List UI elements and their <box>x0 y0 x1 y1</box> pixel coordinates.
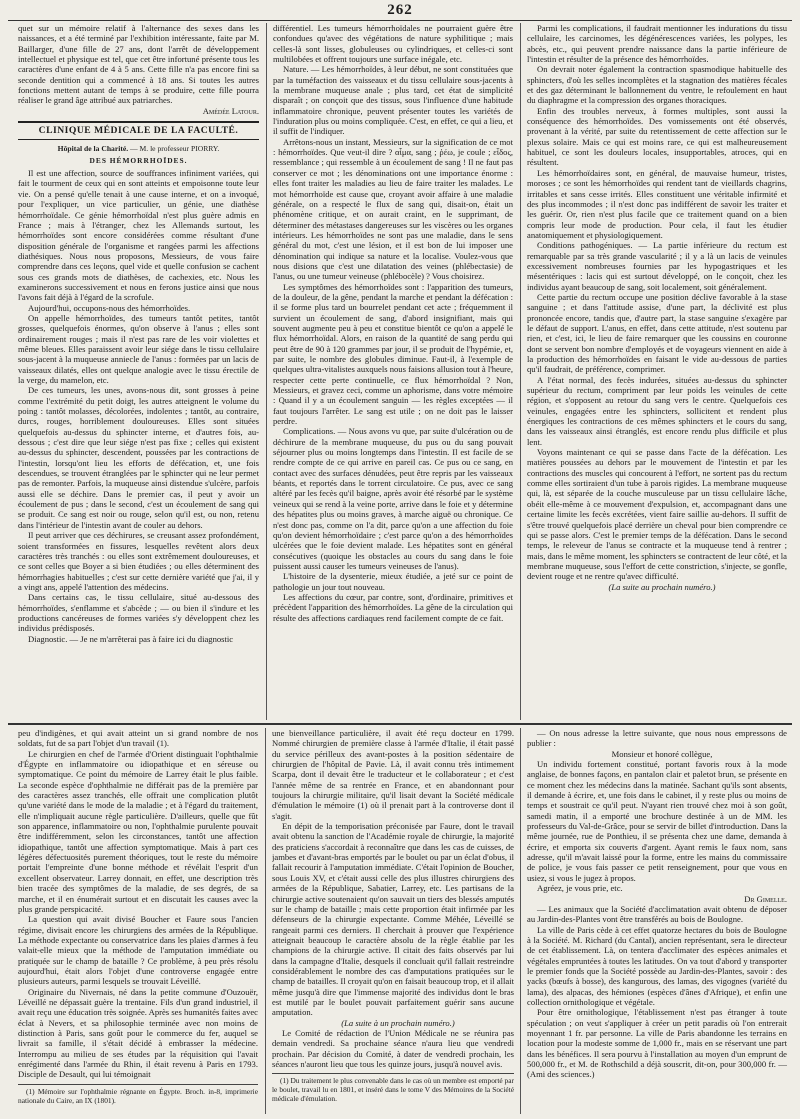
paragraph: Nature. — Les hémorrhoïdes, à leur début, ne sont constituées que par la tuméfaction des vaisseaux et du tissu cellulaire sous-jacents à la membrane muqueuse anale ; plus tard, cet état de simplicité disparaît ; on conçoit que des tissus, sous l'influence d'une habitude inflammatoire chronique, peuvent présenter toutes les variétés de l'induration plus ou moins compliquée. C'est, en effet, ce qui a lieu, et il suffit de l'indiquer. <box>273 64 513 137</box>
top-rule <box>8 20 792 21</box>
paragraph: La ville de Paris cède à cet effet quatorze hectares du bois de Boulogne à la Société. M. Richard (du Cantal), ancien représentant, sera le directeur de cet établissement. Là, on tentera d'acclimater des espèces animales et végétales empruntées à toutes les latitudes. On va tout d'abord y transporter le premier fonds que la Société possède au Jardin-des-Plantes, savoir : des yacks (bœufs à bosse), des kangurous, des lamas, des vigognes (variété du lama), des alpacas, des hémiones (espèces d'ânes d'Afrique), et enfin une collection ornithologique et végétale. <box>527 924 787 1007</box>
column-rule <box>520 23 521 720</box>
paragraph: Originaire du Nivernais, né dans la petite commune d'Ouzouër, Léveillé ne dépassait guère la trentaine. Fils d'un grand industriel, il avait reçu une éducation très soignée. Après ses humanités faites avec éclat à Nevers, et sa philosophie terminée avec non moins de distinction à Paris, sans goût pour le commerce du fer, auquel se livrait sa famille, il s'était décidé à embrasser la médecine. Interrompu au milieu de ses études par la réquisition qui l'avait enrégimenté dans l'armée du Rhin, il était revenu à Paris en 1793. Disciple de Desault, qui lui témoignait <box>18 986 258 1080</box>
paragraph: L'histoire de la dysenterie, mieux étudiée, a jeté sur ce point de pathologie un jour tout nouveau. <box>273 571 513 592</box>
paragraph: Un individu fortement constitué, portant favoris roux à la mode anglaise, de bonnes façons, en pantalon clair et paletot brun, se présente en ce moment chez les médecins dans la matinée. Sachant qu'ils sont absents, il demande à écrire, et, une fois dans le cabinet, il y reste plus ou moins de temps et soustrait ce qu'il peut. N'ayant rien trouvé chez moi à son goût, samedi matin, il a emporté une brochure destinée à un de MM. les professeurs du Val-de-Grâce, pour se servir de billet d'introduction. Dans la même journée, rue de Ponthieu, il se présenta chez une dame, demanda à écrire, et emporta six couverts d'argent. Ayant remis le faux nom, sans adresse, qu'il m'avait laissé pour la forme, entre les mains du commissaire de police, je vous fais passer ce petit renseignement, pour que vous en usiez, si vous le jugez à propos. <box>527 759 787 883</box>
paragraph: Les hémorrhoïdaires sont, en général, de mauvaise humeur, tristes, moroses ; ce sont les hémorrhoïdes qui rendent tant de vieillards chagrins, irritables et sans cesse irrités. Elles constituent une véritable infirmité et des plus incommodes ; il n'est donc pas indifférent de savoir les traiter et les guérir. Or, rien n'est plus facile que ce traitement quand on a bien compris leur mode de production. Pour cela, il faut les étudier anatomiquement et physiologiquement. <box>527 167 787 240</box>
paragraph: Conditions pathogéniques. — La partie inférieure du rectum est remarquable par sa très grande vascularité ; il y a là un lacis de veinules excessivement nombreuses fournies par les hypogastriques et les mésentériques : lacis qui est surtout développé, on le conçoit, chez les individus ayant beaucoup de sang, soit localement, soit généralement. <box>527 240 787 292</box>
signature: Dr Gimelle. <box>744 893 787 904</box>
paragraph: Les affections du cœur, par contre, sont, d'ordinaire, primitives et précèdent l'apparition des hémorrhoïdes. La gêne de la circulation qui résulte des affections cardiaques rend facilement compte de ce fait. <box>273 591 513 623</box>
paragraph: Enfin des troubles nerveux, à formes multiples, sont aussi la conséquence des hémorrhoïdes. Des vomissements ont été observés, provenant à la vérité, par suite du retentissement de cette affection sur le plexus solaire. Mais ce qui est moins rare, ce qui est malheureusement habituel, ce sont les douleurs locales, insupportables, atroces, qui en résultent. <box>527 105 787 168</box>
column-1 <box>18 23 259 720</box>
paragraph: Complications. — Nous avons vu que, par suite d'ulcération ou de déchirure de la membrane muqueuse, du pus ou du sang pouvait séjourner plus ou moins longtemps dans l'intestin. Il est facile de se rendre compte de ce qui arrive en pareil cas. Ce pus ou ce sang, en contact avec des surfaces dénudées, peut être repris par les vaisseaux béants, et reportés dans le torrent circulatoire. Ce pus, avec ce sang altéré par les fecès qu'il baigne, après avoir été résorbé par le système veineux qui se rend à la veine porte, arrive dans le foie et y détermine des hépatites plus ou moins graves, à marche aiguë ou chronique. Ce n'est donc pas, comme on l'a dit, parce qu'on a une affection du foie qu'on devient hémorrhoïdaire ; c'est parce qu'on a des hémorrhoïdes ulcérées que le foie devient malade. Les hépatites sont en général consécutives (quoique les obstacles au cours du sang dans le foie puissent aussi causer les tumeurs veineuses de l'anus). <box>273 426 513 571</box>
paragraph: Diagnostic. — Je ne m'arrêterai pas à faire ici du diagnostic <box>28 633 234 644</box>
column-rule <box>520 728 521 1114</box>
footnotes <box>272 1073 514 1103</box>
paragraph: peu d'indigènes, et qui avait atteint un si grand nombre de nos soldats, fut de sa part l'objet d'un travail (1). <box>18 728 258 749</box>
paragraph: — On nous adresse la lettre suivante, que nous nous empressons de publier : <box>527 728 787 749</box>
continued-notice: (La suite au prochain numéro.) <box>608 581 716 592</box>
paragraph: différentiel. Les tumeurs hémorrhoïdales ne pourraient guère être confondues qu'avec des végétations de nature syphilitique ; mais celles-là sont lisses, globuleuses ou cylindriques, et celles-ci sont multilobées et offrent toujours une surface inégale, etc. <box>273 23 513 65</box>
salutation: Monsieur et honoré collègue, <box>611 748 713 759</box>
paragraph: Cette partie du rectum occupe une position déclive favorable à la stase sanguine ; et dans l'attitude assise, d'une part, la déclivité est plus prononcée encore, tandis que, d'autre part, la stase sanguine s'exagère par le défaut de support. L'anus, en effet, dans cette attitude, n'est soutenu par rien, et c'est, ici, le lieu de faire remarquer que les coussins en couronne dont se servent bon nombre d'employés et de voyageurs viennent en aide à la production des hémorrhoïdes en faisant le vide au-dessous de parties qu'il faudrait, de préférence, comprimer. <box>527 291 787 375</box>
paragraph: Le chirurgien en chef de l'armée d'Orient distinguait l'ophthalmie d'Égypte en inflammatoire ou idiopathique et en séreuse ou symptomatique. Ce point du mémoire de Larrey était le plus faible. La seconde espèce d'ophthalmie ne différait pas de la première par des caractères assez tranchés, elle offrait une complication plutôt qu'une variété dans le mode de la maladie ; et à l'égard du traitement, elle n'impliquait aucune règle particulière. D'ailleurs, quelle que fût son apparence, inflammatoire ou non, l'ophthalmie purulente pouvait être indifféremment, selon les circonstances, tantôt une affection idiopathique, tantôt une affection symptomatique. Mais à part ces légères défectuosités purement théoriques, tout le reste du mémoire portait l'empreinte d'une bonne méthode et révélait l'esprit d'un excellent observateur. Larrey donnait, en effet, une description très bien tracée des symptômes de la maladie, de ses degrés, de sa marche, et il en énumérait surtout et en discutait les causes avec la plus grande perspicacité. <box>18 748 258 914</box>
paragraph: Voyons maintenant ce qui se passe dans l'acte de la défécation. Les matières poussées au dehors par le mouvement de l'intestin et par les contractions des muscles qui concourent à l'effort, ne sortent pas du rectum comme elles sortiraient d'un tube à parois rigides. La membrane muqueuse qui, là, est séparée de la couche musculeuse par un tissu cellulaire lâche, obéit elle-même à ce mouvement d'expulsion, et, accompagnant dans une certaine limite les fecès excrétées, vient faire saillie au-dehors. Il suffit de s'être trouvé quelquefois placé derrière un cheval pour bien comprendre ce qui se passe alors. C'est le premier temps de la défécation. Dans le second temps, le releveur de l'anus se contracte et la muqueuse tend à rentrer ; mais, dans le même moment, les sphincters se contractent de leur côté, et la membrane muqueuse, sous l'effort de cette constriction, s'injecte, se gonfle, devient rouge et ne rentre qu'avec difficulté. <box>527 447 787 582</box>
footnote: (1) Mémoire sur l'ophthalmie régnante en Égypte. Broch. in-8, imprimerie nationale du Caire, an IX (1801). <box>18 1086 258 1105</box>
continued-notice: (La suite à un prochain numéro.) <box>341 1017 455 1028</box>
signature: Amédée Latour. <box>202 105 259 116</box>
paragraph: On devrait noter également la contraction spasmodique habituelle des sphincters, d'où les selles incomplètes et la stagnation des matières fécales et des gaz déterminant le ballonnement du ventre, le refoulement en haut du diaphragme et la compression des organes thoraciques. <box>527 64 787 106</box>
column-4 <box>18 728 258 1114</box>
paragraph: A l'état normal, des fecès indurées, situées au-dessus du sphincter supérieur du rectum, compriment par leur poids les veinules de cette région, et s'opposent au retour du sang vers le centre. Quelquefois ces veinules, engagées entre les sphincters, sollicitent et rendent plus énergiques les contractions de ces mêmes sphincters et le cours du sang, dans les vaisseaux ainsi étranglés, est encore rendu plus difficile et plus lent. <box>527 374 787 447</box>
hospital-label: Hôpital de la Charité. <box>57 144 129 154</box>
column-5 <box>272 728 514 1114</box>
hospital-line <box>18 144 259 154</box>
paragraph: Il peut arriver que ces déchirures, se creusant assez profondément, soient transformées en fissures, lesquelles revêtent alors deux caractères très tranchés : ou elles sont extrêmement douloureuses, et ce sont celles que Boyer a si bien étudiées ; ou elles déterminent des hémorrhagies habituelles ; c'est sur cette dernière variété que j'ai, il y a vingt ans, appelé l'attention des médecins. <box>18 530 259 592</box>
paragraph: Dans certains cas, le tissu cellulaire, situé au-dessous des hémorrhoïdes, s'enflamme et s'abcède ; — ou bien il s'indure et les productions cancéreuses de formes variées s'y développent chez les individus prédisposés. <box>18 592 259 634</box>
paragraph: De ces tumeurs, les unes, avons-nous dit, sont grosses à peine comme l'extrémité du petit doigt, les autres atteignent le volume du poing : tantôt molasses, décolorées, indolentes ; tantôt, au contraire, durcs, rouges, horriblement douloureuses. Elles sont situées quelquefois au-dessus du sphincter interne, et d'autres fois, au-dessous ; c'est dire que leur siége n'est pas fixe ; celles qui existent au-dessus du sphincter, descendent, poussées par les contractions de l'intestin, lorsqu'ont lieu les efforts de défécation, et, une fois descendues, se trouvent étranglées par le sphincter qui ne leur permet pas de remonter. Parfois, la muqueuse ainsi distendue s'ulcère, parfois aussi elle se déchire. Dans le premier cas, il peut y avoir un écoulement de pus ; dans le second, c'est un écoulement de sang qui se produit. Ce sang est noir ou rouge, selon qu'il est, ou non, retenu dans l'intérieur de l'intestin avant de couler au dehors. <box>18 385 259 530</box>
section-divider-rule <box>8 723 792 725</box>
footnote: (1) Du traitement le plus convenable dans le cas où un membre est emporté par le boulet, travail lu en 1801, et inséré dans le tome V des Mémoires de la Société médicale d'émulation. <box>272 1076 514 1104</box>
section-title: CLINIQUE MÉDICALE DE LA FACULTÉ. <box>18 121 259 140</box>
paragraph: La question qui avait divisé Boucher et Faure sous l'ancien régime, divisait encore les chirurgiens des armées de la République. La méthode expectante ou conservatrice dans les plaies d'armes à feu valait-elle mieux que la méthode de l'amputation immédiate ou pratiquée sur le champ de bataille ? Ce problème, à peu près résolu aujourd'hui, était alors l'objet d'une controverse engagée entre plusieurs auteurs, parmi lesquels se trouvait Léveillé. <box>18 914 258 987</box>
column-2 <box>273 23 513 720</box>
column-rule <box>266 23 267 720</box>
paragraph: Arrêtons-nous un instant, Messieurs, sur la signification de ce mot : hémorrhoïdes. Que veut-il dire ? αἷμα, sang ; ῥέω, je coule ; εἶδος, ressemblance ; qui ressemble à un écoulement de sang ! Il ne faut pas conserver ce mot ; les dénominations ont une importance énorme : elles font traiter les maladies au lieu de faire traiter les malades. Le mot hémorrhoïde est cause que, croyant avoir affaire à une maladie générale, on a respecté le flux de sang qui, disait-on, était un phénomène critique, et on aurait craint, en le supprimant, de déterminer des métastases dangereuses sur les viscères ou les organes intérieurs. Les hémorrhoïdes ne sont pas une maladie, dans le sens général du mot, c'est une lésion, et il est bon de lui imposer une dénomination qui indique sa nature et la localise. Voulez-vous que nous disions que c'est une dilatation des veines (phlébectasie) de l'anus, ou une tumeur veineuse (phlébocèle) ? Vous choisirez. <box>273 136 513 282</box>
page-number: 262 <box>387 2 413 18</box>
paragraph: Pour être ornithologique, l'établissement n'est pas étranger à toute spéculation ; on veut s'appliquer à créer un petit paradis où l'on entrerait moyennant 1 fr. par personne. La ville de Paris abandonne les terrains en location pour la modeste somme de 1,000 fr., mais en se réservant une part dans les bénéfices. Il sera pourvu à l'installation au moyen d'un emprunt de 500,000 fr., et M. de Rothschild a déjà souscrit, dit-on, pour 300,000 fr. — (Ami des sciences.) <box>527 1007 787 1080</box>
column-3 <box>527 23 787 720</box>
paragraph: Il est une affection, source de souffrances infiniment variées, qui fait le tourment de ceux qui en sont atteints et empoisonne toute leur vie. On a pensé qu'elle tenait à une cause interne, et on a invoqué, pour l'expliquer, un vice particulier, un génie, une diathèse hémorrhoïdale. Ce génie hémorrhoïdal n'est plus guère admis en France ; mais à l'étranger, chez les Allemands surtout, les hémorrhoïdes sont encore considérées comme résultant d'une disposition générale de l'organisme et rangées parmi les affections diathésiques. Nous nous proposons, Messieurs, de vous faire comprendre dans ces leçons, quel vide et quelle confusion se cachent sous ces grands mots de diathèses, de cachexies, etc. Nous les examinerons successivement et nous en ferons justice ainsi que nous l'avons fait déjà à l'égard de la scrofule. <box>18 168 259 303</box>
footnotes <box>18 1084 258 1105</box>
paragraph: Le Comité de rédaction de l'Union Médicale ne se réunira pas demain vendredi. Sa prochaine séance n'aura lieu que vendredi prochain. Par décision du Comité, à dater de vendredi prochain, les séances n'auront lieu que tous les quinze jours, jusqu'à nouvel avis. <box>272 1027 514 1069</box>
paragraph: Agréez, je vous prie, etc. <box>537 883 623 894</box>
paragraph: Parmi les complications, il faudrait mentionner les indurations du tissu cellulaire, les carcinomes, les dégénérescences variées, les polypes, les abcès, etc., qui peuvent prendre naissance dans la partie inférieure de l'intestin et résulter de la présence des hémorrhoïdes. <box>527 23 787 65</box>
paragraph: On appelle hémorrhoïdes, des tumeurs tantôt petites, tantôt grosses, quelquefois énormes, qu'on observe à l'anus ; elles sont ordinairement rouges ; mais il n'est pas rare de les voir violettes et même bleues. Elles paraissent avoir leur siége dans le tissu cellulaire sous-jacent à la muqueuse anniecle de l'anus : formées par un lacis de vaisseaux dilatés, elles ont quelque analogie avec le tissu érectile de la verge, du mamelon, etc. <box>18 312 259 385</box>
paragraph: En dépit de la temporisation préconisée par Faure, dont le travail avait obtenu la sanction de l'Académie royale de chirurgie, la majorité des praticiens s'accordait à reconnaître que dans les cas de cuisses, de jambes et d'avant-bras emportés par le boulet ou par un éclat d'obus, il fallait recourir à l'amputation immédiate. C'était l'opinion de Boucher, sous Louis XV, et c'était aussi celle des plus illustres chirurgiens des armées de la République, Sabatier, Larrey, etc. Les partisans de la chirurgie active soutenaient qu'on sauvait un tiers des blessés amputés sur le champ de bataille ; mais cette proportion était infirmée par les défenseurs de la chirurgie expectante. Comme Méhée, Léveillé se rangeait parmi ces derniers. Il cherchait à prouver que l'expérience atteignait beaucoup le caractère absolu de la règle établie par les champions de la chirurgie active. Il citait des faits observés par lui dans la campagne d'Italie, desquels il concluait qu'il fallait restreindre considérablement le nombre des cas d'amputations pratiquées sur le champ de batailles. Il croyait qu'on en faisait beaucoup trop, et il allait même jusqu'à dire que l'immense majorité des individus dont le bras est mutilé par le boulet pouvait parfaitement guérir sans aucune amputation. <box>272 821 514 1018</box>
article-subtitle: DES HÉMORRHOÏDES. <box>89 155 188 165</box>
column-6 <box>527 728 787 1114</box>
paragraph: une bienveillance particulière, il avait été reçu docteur en 1799. Nommé chirurgien de première classe à l'armée d'Italie, il était passé du service périlleux des avant-postes à la position sédentaire de chirurgien de l'hôpital de Pavie. Là, il avait connu très intimement Scarpa, dont il devait être le traducteur et le collaborateur ; et c'est l'année même de sa rentrée en France, et en abandonnant pour toujours la chirurgie militaire, qu'il lisait devant la Société médicale d'émulation le mémoire (1) où il prenait part à la controverse dont il s'agit. <box>272 728 514 821</box>
paragraph: — Les animaux que la Société d'acclimatation avait obtenu de déposer au Jardin-des-Plantes vont être transférés au bois de Boulogne. <box>527 903 787 925</box>
paragraph: Les symptômes des hémorrhoïdes sont : l'apparition des tumeurs, de la douleur, de la gêne, pendant la marche et pendant la défécation : il se forme plus tard un bourrelet pendant cet acte ; fréquemment il survient un écoulement de sang, d'abord insignifiant, mais qui souvent augmente peu à peu et constitue bientôt ce qu'on a appelé le flux hémorrhoïdal. Alors, en raison de la quantité de sang perdu qui peut être de 90 à 120 grammes par jour, il se produit de l'hypémie, et, par suite, le nombre des globules diminue. Faut-il, à l'exemple de quelques ultra-vitalistes auxquels nous faisions allusion tout à l'heure, respecter cette perte continuelle, ce flux hémorrhoïdal ? Non, Messieurs, et gravez ceci, comme un aphorisme, dans votre mémoire : Quand il y a un écoulement sanguin — les règles exceptées — il faut toujours l'arrêter. Le sang est utile ; on ne doit pas le laisser perdre. <box>273 281 513 427</box>
professor-name: — M. le professeur PIORRY. <box>128 144 220 154</box>
column-rule <box>265 728 266 1114</box>
paragraph: Aujourd'hui, occupons-nous des hémorrhoïdes. <box>28 302 191 313</box>
intro-paragraph: quet sur un mémoire relatif à l'alternance des sexes dans les naissances, et a été terminé par l'exhibition intéressante, faite par M. Baillarger, d'une fille de 27 ans, dont l'arrêt de développement intellectuel et physique est tel, que cet être infortuné présente tous les caractères d'une enfant de 4 à 5 ans. Cette fille n'a pas encore fini sa seconde dentition qui a commencé à 18 ans. Si toutes les autres fonctions mettent autant de temps à se produire, cette fille pourra réaliser le grand âge attribué aux patriarches. <box>18 23 259 106</box>
